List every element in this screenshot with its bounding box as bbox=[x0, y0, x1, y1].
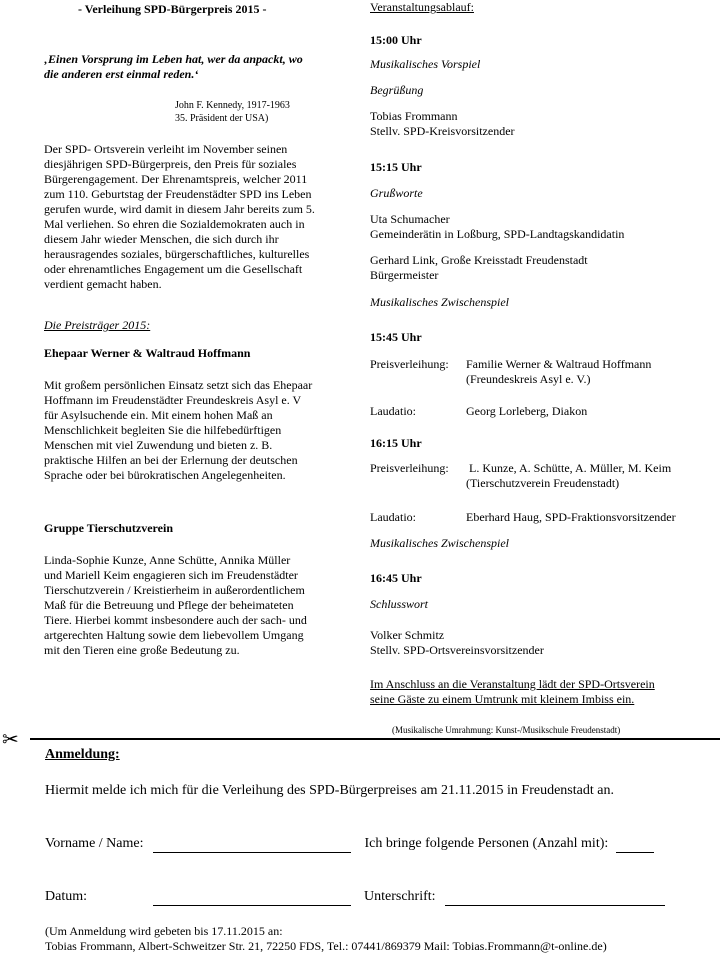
laudatio-row-1 bbox=[370, 404, 715, 419]
winner1-line: für Asylsuchende ein. Mit einem hohen Maß an bbox=[44, 408, 273, 422]
intro-line: Bürgerengagement. Der Ehrenamtspreis, welcher 2011 bbox=[44, 172, 308, 186]
winner2-line: Maß für die Betreuung und Pflege der beheimateten bbox=[44, 598, 294, 612]
speaker-schmitz-name: Volker Schmitz bbox=[370, 628, 445, 642]
intro-line: gerufen wurde, wird damit in diesem Jahr bereits zum 5. bbox=[44, 202, 315, 216]
item-schlusswort: Schlusswort bbox=[370, 597, 429, 611]
speaker-schmitz-role: Stellv. SPD-Ortsvereinsvorsitzender bbox=[370, 643, 544, 657]
award-value-1a: Familie Werner & Waltraud Hoffmann bbox=[466, 357, 652, 371]
intro-line: herausragendes soziales, bürgerschaftliches, kulturelles bbox=[44, 247, 310, 261]
laudatio-label-2: Laudatio: bbox=[370, 510, 416, 524]
date-row bbox=[45, 888, 715, 906]
award-value-1b: (Freundeskreis Asyl e. V.) bbox=[466, 372, 591, 386]
name-field[interactable] bbox=[153, 839, 351, 853]
award-row-1 bbox=[370, 357, 715, 372]
intro-line: Mal verliehen. So ehren die Sozialdemokraten auch in bbox=[44, 217, 305, 231]
winner2-paragraph bbox=[44, 553, 344, 658]
laudatio-row-2 bbox=[370, 510, 715, 525]
winner1-line: Menschlichkeit begleiten Sie die hilfebedürftigen bbox=[44, 423, 282, 437]
registration-heading: Anmeldung: bbox=[45, 747, 120, 762]
intro-line: diesjährigen SPD-Bürgerpreis, den Preis für soziales bbox=[44, 157, 297, 171]
time-1500: 15:00 Uhr bbox=[370, 33, 422, 47]
name-row bbox=[45, 835, 715, 853]
award-heading: - Verleihung SPD-Bürgerpreis 2015 - bbox=[78, 2, 267, 16]
quote-author: John F. Kennedy, 1917-1963 bbox=[175, 100, 290, 111]
closing-line-1: Im Anschluss an die Veranstaltung lädt der SPD-Ortsverein bbox=[370, 677, 655, 691]
award-row-2 bbox=[370, 461, 715, 476]
time-1615: 16:15 Uhr bbox=[370, 436, 422, 450]
winner1-line: Sprache oder bei bürokratischen Angelegenheiten. bbox=[44, 468, 286, 482]
intro-line: diesem Jahr wieder Menschen, die sich durch ihr bbox=[44, 232, 279, 246]
quote-author-title: 35. Präsident der USA) bbox=[175, 113, 269, 124]
intro-line: verdient gemacht haben. bbox=[44, 277, 162, 291]
signature-field[interactable] bbox=[445, 892, 665, 906]
registration-form bbox=[45, 746, 705, 764]
deadline-note-1: (Um Anmeldung wird gebeten bis 17.11.2015 an: bbox=[45, 924, 283, 938]
speaker-schumacher-name: Uta Schumacher bbox=[370, 212, 450, 226]
program-heading: Veranstaltungsablauf: bbox=[370, 0, 474, 14]
intro-line: Der SPD- Ortsverein verleiht im November seinen bbox=[44, 142, 288, 156]
winner1-paragraph bbox=[44, 378, 344, 483]
speaker-frommann-name: Tobias Frommann bbox=[370, 109, 458, 123]
winners-heading: Die Preisträger 2015: bbox=[44, 318, 151, 332]
winner2-line: mit den Tieren eine große Bedeutung zu. bbox=[44, 643, 240, 657]
registration-statement: Hiermit melde ich mich für die Verleihung des SPD-Bürgerpreises am 21.11.2015 in Freudenstadt an. bbox=[45, 783, 614, 798]
speaker-frommann-role: Stellv. SPD-Kreisvorsitzender bbox=[370, 124, 515, 138]
winner2-line: Linda-Sophie Kunze, Anne Schütte, Annika Müller bbox=[44, 553, 291, 567]
winner1-title: Ehepaar Werner & Waltraud Hoffmann bbox=[44, 346, 251, 360]
winner1-line: Mit großem persönlichen Einsatz setzt sich das Ehepaar bbox=[44, 378, 313, 392]
name-label: Vorname / Name: bbox=[45, 836, 144, 851]
time-1545: 15:45 Uhr bbox=[370, 330, 422, 344]
laudatio-value-2: Eberhard Haug, SPD-Fraktionsvorsitzender bbox=[466, 510, 676, 524]
speaker-link-name: Gerhard Link, Große Kreisstadt Freudenstadt bbox=[370, 253, 588, 267]
winner2-line: Tiere. Hierbei kommt insbesondere auch der sach- und bbox=[44, 613, 307, 627]
closing-line-2: seine Gäste zu einem Umtrunk mit kleinem Imbiss ein. bbox=[370, 692, 635, 706]
winner2-line: Tierschutzverein / Kreistierheim in außerordentlichem bbox=[44, 583, 305, 597]
speaker-schumacher-role: Gemeinderätin in Loßburg, SPD-Landtagskandidatin bbox=[370, 227, 625, 241]
speaker-link-role: Bürgermeister bbox=[370, 268, 439, 282]
winner2-line: artgerechten Haltung sowie dem liebevollem Umgang bbox=[44, 628, 304, 642]
item-zwischenspiel-1: Musikalisches Zwischenspiel bbox=[370, 295, 509, 309]
intro-line: oder ehrenamtliches Engagement um die Gesellschaft bbox=[44, 262, 303, 276]
winner1-line: Hoffmann im Freudenstädter Freundeskreis Asyl e. V bbox=[44, 393, 302, 407]
intro-line: zum 110. Geburtstag der Freudenstädter SPD ins Leben bbox=[44, 187, 312, 201]
quote-line-2: die anderen erst einmal reden.‘ bbox=[44, 67, 199, 81]
item-begruessung: Begrüßung bbox=[370, 83, 424, 97]
winner2-line: und Mariell Keim engagieren sich im Freudenstädter bbox=[44, 568, 298, 582]
item-vorspiel: Musikalisches Vorspiel bbox=[370, 57, 481, 71]
signature-label: Unterschrift: bbox=[364, 889, 436, 904]
music-note: (Musikalische Umrahmung: Kunst-/Musikschule Freudenstadt) bbox=[392, 725, 621, 735]
date-field[interactable] bbox=[153, 892, 351, 906]
item-grussworte: Grußworte bbox=[370, 186, 423, 200]
winner1-line: Menschen mit viel Zuwendung und bieten z. B. bbox=[44, 438, 273, 452]
winner1-line: praktische Hilfen an bei der Erlernung der deutschen bbox=[44, 453, 298, 467]
award-label-1: Preisverleihung: bbox=[370, 357, 449, 371]
persons-label: Ich bringe folgende Personen (Anzahl mit): bbox=[364, 836, 609, 851]
award-value-2a: L. Kunze, A. Schütte, A. Müller, M. Keim bbox=[466, 461, 672, 475]
laudatio-value-1: Georg Lorleberg, Diakon bbox=[466, 404, 588, 418]
laudatio-label-1: Laudatio: bbox=[370, 404, 416, 418]
quote-line-1: ‚Einen Vorsprung im Leben hat, wer da anpackt, wo bbox=[44, 52, 303, 66]
cut-line bbox=[30, 738, 720, 740]
persons-count-field[interactable] bbox=[616, 839, 654, 853]
time-1515: 15:15 Uhr bbox=[370, 160, 422, 174]
date-label: Datum: bbox=[45, 889, 87, 904]
deadline-note-2: Tobias Frommann, Albert-Schweitzer Str. 21, 72250 FDS, Tel.: 07441/869379 Mail: Tobias.Frommann@t-online.de) bbox=[45, 939, 607, 953]
award-value-2b: (Tierschutzverein Freudenstadt) bbox=[466, 476, 620, 490]
scissors-icon: ✂ bbox=[2, 727, 19, 751]
award-label-2: Preisverleihung: bbox=[370, 461, 449, 475]
intro-paragraph bbox=[44, 142, 344, 292]
winner2-title: Gruppe Tierschutzverein bbox=[44, 521, 173, 535]
item-zwischenspiel-2: Musikalisches Zwischenspiel bbox=[370, 536, 509, 550]
time-1645: 16:45 Uhr bbox=[370, 571, 422, 585]
